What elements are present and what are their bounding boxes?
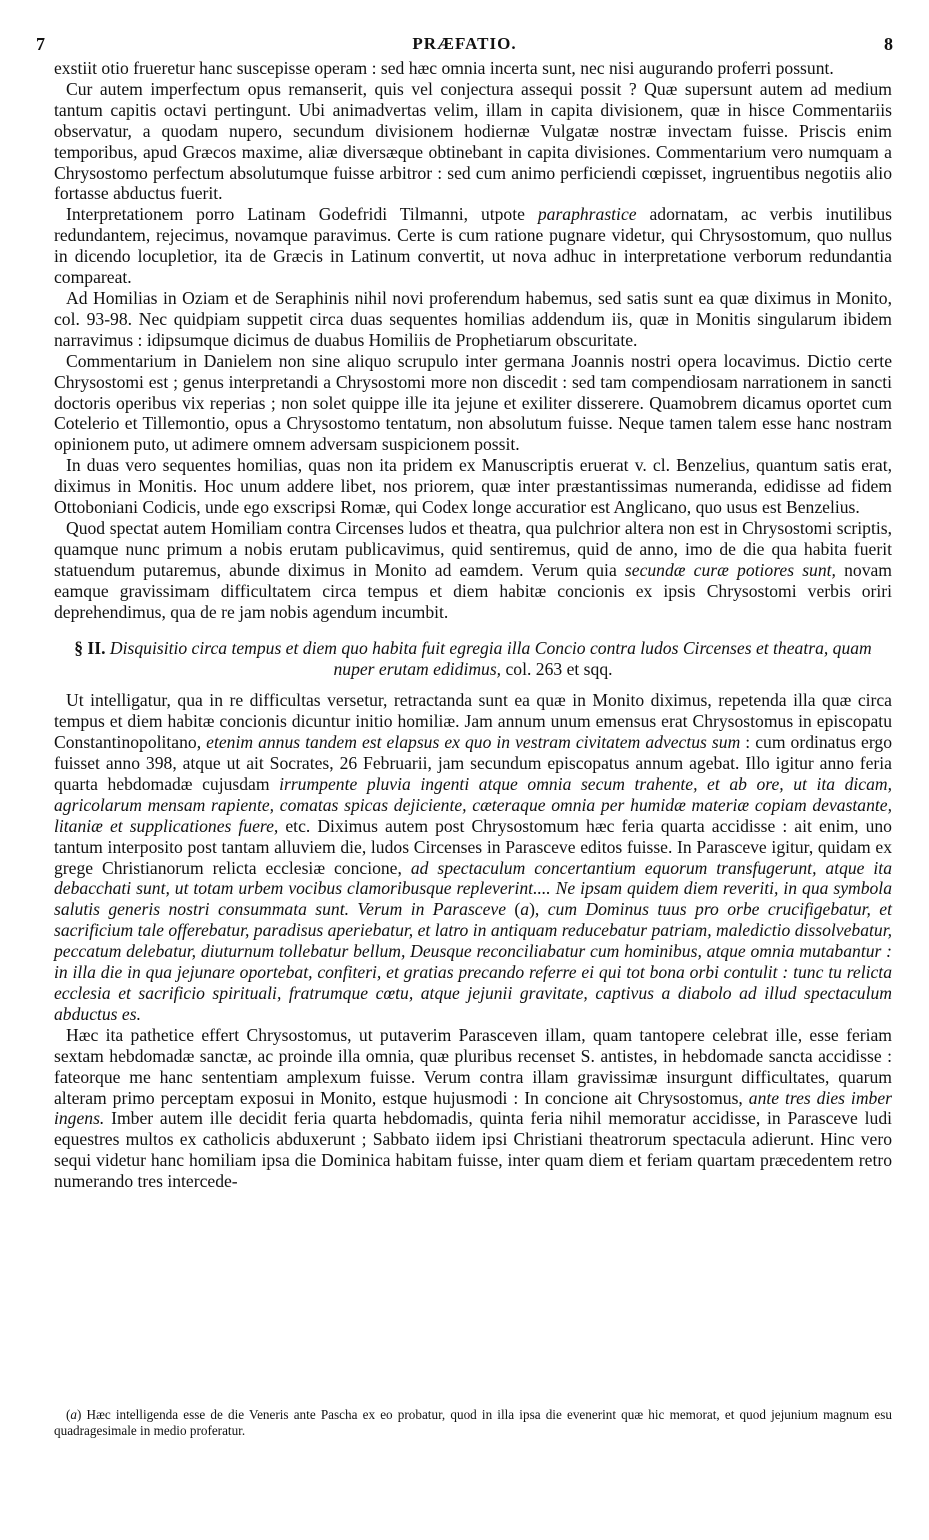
first-part [54, 58, 892, 622]
paragraph-p7: Quod spectat autem Homiliam contra Circenses ludos et theatra, qua pulchrior altera non est in Chrysostomi scriptis, quamque nunc primum a nobis erutam publicavimus, quid sentiremus, quid de anno, imo de die qua habita fuerit statuendum putaremus, abunde diximus in Monito ad eamdem. Verum quia secundæ curæ potiores sunt, novam eamque gravissimam difficultatem circa tempus et diem habitæ concionis ex ipsis Chrysostomi verbis oriri deprehendimus, qua de re jam nobis agendum incumbit. [54, 517, 892, 622]
paragraph-p1: exstiit otio frueretur hanc suscepisse operam : sed hæc omnia incerta sunt, nec nisi augurando proferri possunt. [54, 58, 834, 78]
section-title: Disquisitio circa tempus et diem quo habita fuit egregia illa Concio contra ludos Circenses et theatra, quam nuper erutam edidimus, [109, 638, 872, 680]
paragraph-q2: Hæc ita pathetice effert Chrysostomus, ut putaverim Parasceven illam, quam tantopere celebrat ille, esse feriam sextam hebdomadæ sanctæ, ac proinde illa omnia, quæ pluribus recenset S. antistes, in hebdomade sancta accidisse : fateorque me hanc sententiam amplexum fuisse. Verum contra illam gravissimæ insurgunt difficultates, quarum alteram primo perceptam exposui in Monito, estque hujusmodi : In concione ait Chrysostomus, ante tres dies imber ingens. Imber autem ille decidit feria quarta hebdomadis, quinta feria nihil memoratur accidisse, in Parasceve ludi equestres multos ex catholicis abduxerunt ; Sabbato iidem ipsi Christiani theatrorum spectacula adierunt. Hinc vero sequi videtur hanc homiliam ipsa die Dominica habitam fuisse, inter quam diem et feriam quartam præcedentem retro numerando tres intercede- [54, 1024, 892, 1192]
running-title: PRÆFATIO. [412, 34, 517, 53]
section-number: § II. [74, 638, 106, 659]
paragraph-p5: Commentarium in Danielem non sine aliquo scrupulo inter germana Joannis nostri opera locavimus. Dictio certe Chrysostomi est ; genus interpretandi a Chrysostomi more non discedit : sed tam compendiosam narrationem in sancti doctoris operibus vix reperias ; non solet quippe ille ita jejune et exiliter disserere. Quamobrem dicamus oportet cum Cotelerio et Tillemontio, opus a Chrysostomo tentatum, non absolutum fuisse. Neque tamen talem esse hanc nostram opinionem puto, ut adimere omnem adversam suspicionem possit. [54, 350, 892, 455]
paragraph-p6: In duas vero sequentes homilias, quas non ita pridem ex Manuscriptis eruerat v. cl. Benzelius, quantum satis erat, diximus in Monitis. Hoc unum addere libet, nos priorem, quæ inter præstantissimas numeranda, edidisse ad fidem Ottoboniani Codicis, unde ego exscripsi Romæ, qui Codex longe accuratior est Anglicano, quo usus est Benzelius. [54, 455, 892, 518]
left-page-number: 7 [36, 34, 45, 54]
paragraph-p4: Ad Homilias in Oziam et de Seraphinis nihil novi proferendum habemus, sed satis sunt ea quæ diximus in Monito, col. 93-98. Nec quidpiam suppetit circa duas sequentes homilias addendum iis, quæ in Monitis singularum ibidem narravimus : idipsumque dicimus de duabus Homiliis de Prophetiarum obscuritate. [54, 287, 892, 350]
paragraph-p3: Interpretationem porro Latinam Godefridi Tilmanni, utpote paraphrastice adornatam, ac verbis inutilibus redundantem, rejecimus, novamque paravimus. Certe is cum ratione pugnare videtur, qui Chrysostomum, quo nullus in dicendo locupletior, ita de Græcis in Latinum convertit, ut nova adhuc in interpretatione verborum redundantia compareat. [54, 204, 892, 288]
paragraph-p2: Cur autem imperfectum opus remanserit, quis vel conjectura assequi possit ? Quæ supersunt autem ad medium tantum capitis octavi pertingunt. Ubi animadvertas velim, illam in capita divisionem, quæ in hisce Commentariis observatur, a quodam nupero, secundum divisionem hodiernæ Vulgatæ nostræ invectam fuisse. Priscis enim temporibus, apud Græcos maxime, aliæ diversæque obtinebant in capita divisiones. Commentarium vero numquam a Chrysostomo perfectum absolutumque fuisse arbitror : sed cum animo perficiendi cœpisset, ingruentibus negotiis alio fortasse abductus fuerit. [54, 78, 892, 204]
body-text [54, 58, 892, 1192]
section-ref: col. 263 et sqq. [505, 659, 613, 680]
paragraph-q1: Ut intelligatur, qua in re difficultas versetur, retractanda sunt ea quæ in Monito diximus, repetenda illa quæ circa tempus et diem habitæ concionis dicuntur initio homiliæ. Jam annum unum emensus erat Chrysostomus in episcopatu Constantinopolitano, etenim annus tandem est elapsus ex quo in vestram civitatem advectus sum : cum ordinatus ergo fuisset anno 398, atque ut ait Socrates, 26 Februarii, jam secundum episcopatus annum agebat. Illo igitur anno feria quarta hebdomadæ cujusdam irrumpente pluvia ingenti atque omnia secum trahente, et ab ore, ut ita dicam, agricolarum mensam rapiente, comatas spicas dejiciente, cæteraque omnia per humidæ materiæ copiam devastante, litaniæ et supplicationes fuere, etc. Diximus autem post Chrysostomum hæc feria quarta accidisse : ait enim, uno tantum interposito post tantam alluviem die, ludos Circenses in Parasceve editos fuisse. In Parasceve igitur, quidam ex grege Christianorum relicta ecclesiæ concione, ad spectaculum concertantium equorum transfugerunt, atque ita debacchati sunt, ut totam urbem vocibus clamoribusque repleverint.... Ne ipsam quidem diem reveriti, in qua symbola salutis generis nostri consummata sunt. Verum in Parasceve (a), cum Dominus tuus pro orbe crucifigebatur, et sacrificium tale offerebatur, paradisus aperiebatur, et latro in antiquam reducebatur patriam, maledictio dissolvebatur, peccatum delebatur, diuturnum tollebatur bellum, Deusque reconciliabatur cum hominibus, atque omnia mutabantur : in illa die in qua jejunare oportebat, confiteri, et gratias precando referre ei qui tot bona orbi contulit : tunc tu relicta ecclesia et sacrificio spirituali, fratrumque cœtu, atque jejunii gravitate, captivus a diabolo ad illud spectaculum abductus es. [54, 690, 892, 1024]
right-page-number: 8 [884, 34, 893, 54]
footnote: (a) Hæc intelligenda esse de die Veneris ante Pascha ex eo probatur, quod in illa ipsa die evenerint quæ hic memorat, et quod jejunium magnum esu quadragesimale in medio proferatur. [54, 1407, 892, 1438]
section-heading [54, 638, 892, 680]
second-part [54, 690, 892, 1192]
